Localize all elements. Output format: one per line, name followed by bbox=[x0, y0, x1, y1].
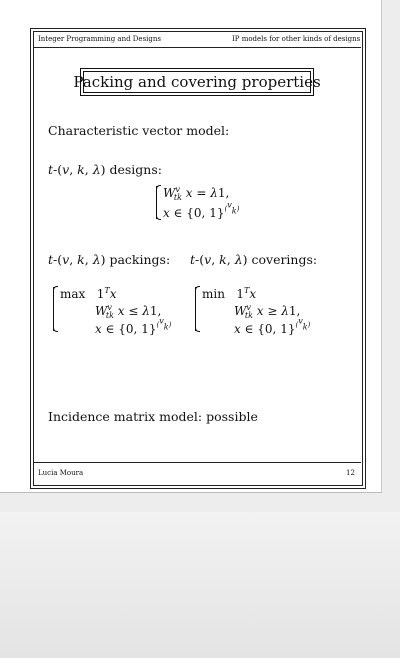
header-right: IP models for other kinds of designs bbox=[232, 35, 361, 43]
packings-label: t-(v, k, λ) packings: bbox=[48, 252, 171, 267]
packings-objective: max $1^Tx$ bbox=[60, 286, 117, 301]
slide-title: Packing and covering properties bbox=[73, 73, 321, 91]
title-box bbox=[73, 68, 321, 96]
footer-page-number: 12 bbox=[346, 469, 355, 477]
coverings-label: t-(v, k, λ) coverings: bbox=[190, 252, 318, 267]
header-rule bbox=[33, 47, 361, 48]
packings-constraint-2: x ∈ {0, 1}($^v_k$) bbox=[95, 316, 172, 336]
packings-brace bbox=[53, 287, 54, 331]
coverings-constraint-1: $W^v_{tk}$ x ≥ λ1, bbox=[234, 303, 301, 321]
footer-rule bbox=[33, 462, 361, 463]
coverings-brace bbox=[195, 287, 196, 331]
coverings-constraint-2: x ∈ {0, 1}($^v_k$) bbox=[234, 316, 311, 336]
packings-constraint-1: $W^v_{tk}$ x ≤ λ1, bbox=[95, 303, 162, 321]
paper-lower-fold bbox=[0, 512, 400, 658]
footer-author: Lucia Moura bbox=[38, 469, 84, 477]
designs-label: t-(v, k, λ) designs: bbox=[48, 162, 162, 177]
section-characteristic-vector: Characteristic vector model: bbox=[48, 123, 230, 138]
designs-equation-1: $W^v_{tk}$ x = λ1, bbox=[163, 185, 230, 203]
coverings-objective: min $1^Tx$ bbox=[202, 286, 257, 301]
designs-brace bbox=[156, 186, 157, 219]
section-incidence-matrix: Incidence matrix model: possible bbox=[48, 409, 258, 424]
designs-equation-2: x ∈ {0, 1}($^v_k$) bbox=[163, 200, 240, 220]
header-left: Integer Programming and Designs bbox=[38, 35, 161, 43]
